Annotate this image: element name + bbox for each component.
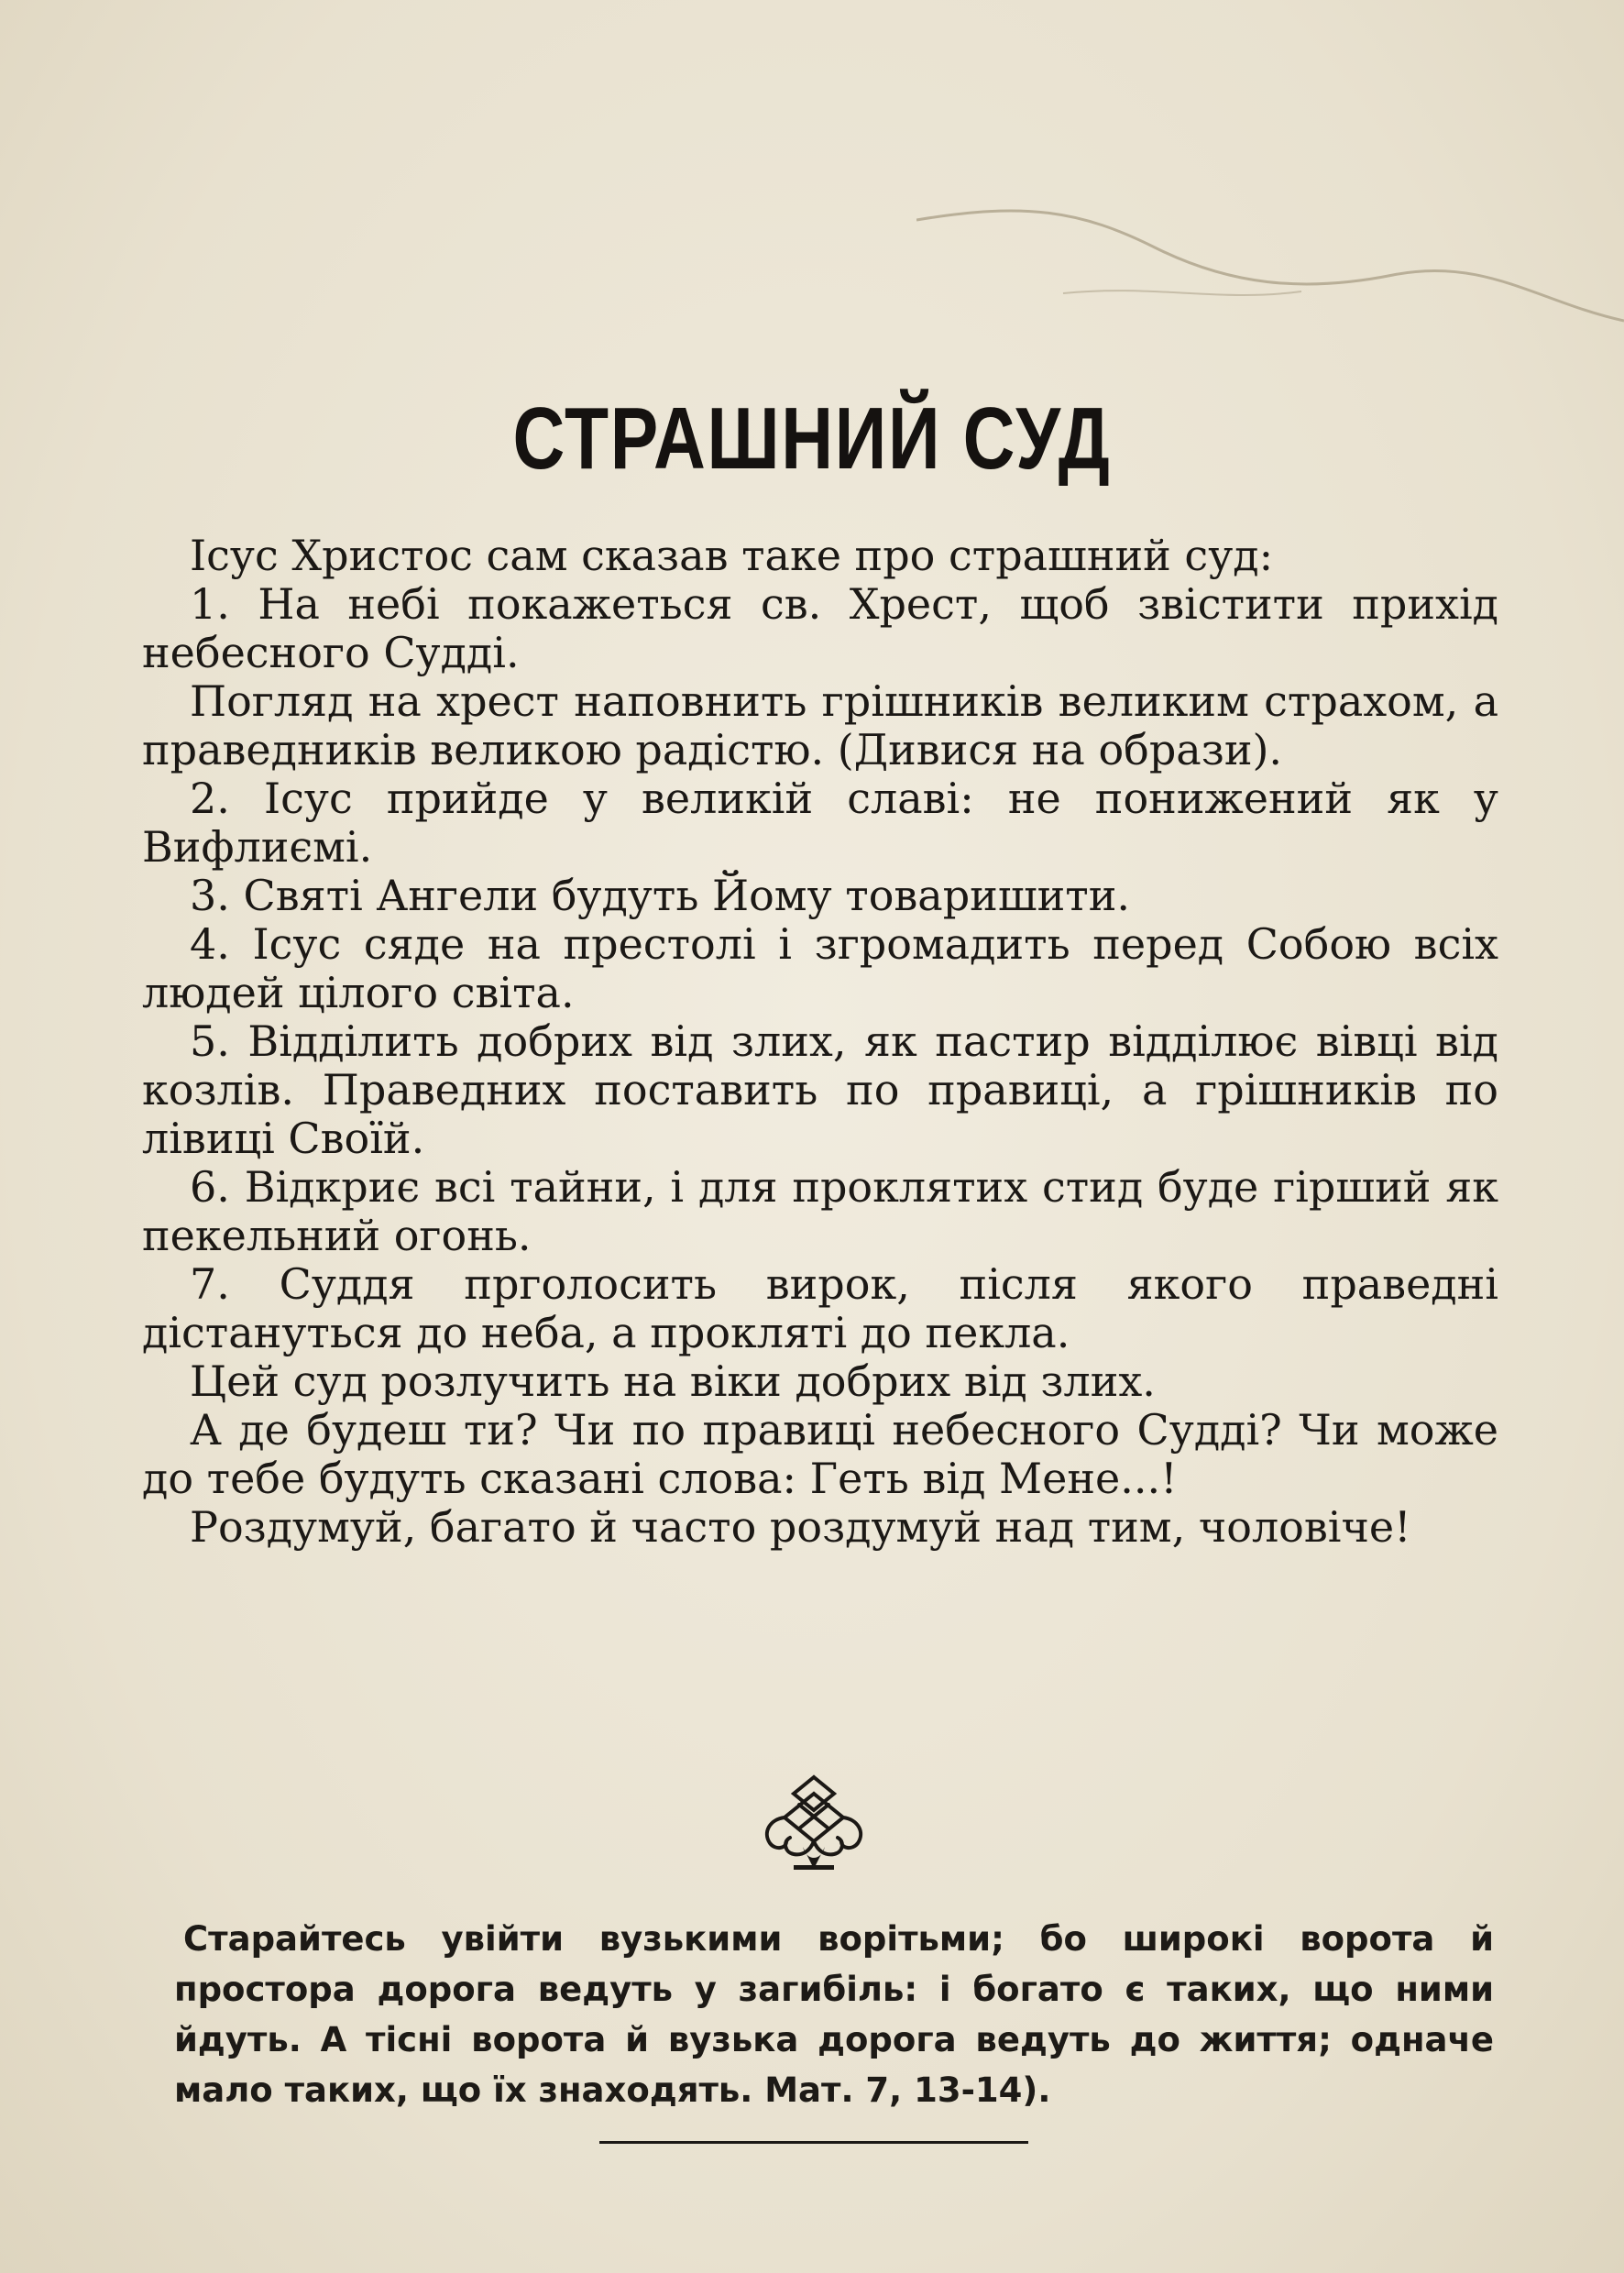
paragraph: 7. Суддя прголосить вирок, після якого праведні дістануться до неба, а прокляті до пекла.: [142, 1259, 1498, 1357]
paragraph: 3. Святі Ангели будуть Йому товаришити.: [190, 871, 1130, 920]
paragraph: 5. Відділить добрих від злих, як пастир відділює вівці від козлів. Праведних поставить по правиці, а грішників по лівиці Своїй.: [142, 1016, 1498, 1163]
paragraph: 6. Відкриє всі тайни, і для проклятих стид буде гірший як пекельний огонь.: [142, 1162, 1498, 1260]
paragraph: Цей суд розлучить на віки добрих від злих.: [190, 1356, 1156, 1406]
paragraph: Погляд на хрест наповнить грішників великим страхом, а праведників великою радістю. (Дивися на образи).: [142, 676, 1498, 774]
footer-quote: Старайтесь увійти вузькими ворітьми; бо широкі ворота й простора дорога ведуть у загибіль: і богато є таких, що ними йдуть. А тісні ворота й вузька дорога ведуть до життя; одначе мало таких, що їх знаходять. Мат. 7, 13-14).: [174, 1919, 1494, 2110]
body-text: [142, 532, 1498, 1552]
page-title: СТРАШНИЙ СУД: [512, 390, 1112, 489]
paragraph: А де будеш ти? Чи по правиці небесного Судді? Чи може до тебе будуть сказані слова: Геть від Мене...!: [142, 1405, 1498, 1503]
paragraph: 4. Ісус сяде на престолі і згромадить перед Собою всіх людей цілого світа.: [142, 919, 1498, 1017]
paragraph: 1. На небі покажеться св. Хрест, щоб звістити прихід небесного Судді.: [142, 579, 1498, 677]
horizontal-rule: [599, 2141, 1028, 2144]
fleuron-ornament-icon: [757, 1773, 871, 1874]
paper-crease: [916, 183, 1624, 348]
paragraph: Ісус Христос сам сказав таке про страшний суд:: [190, 531, 1274, 580]
paragraph: 2. Ісус прийде у великій славі: не понижений як у Вифлиємі.: [142, 774, 1498, 872]
paragraph: Роздумуй, багато й часто роздумуй над тим, чоловіче!: [190, 1502, 1411, 1552]
